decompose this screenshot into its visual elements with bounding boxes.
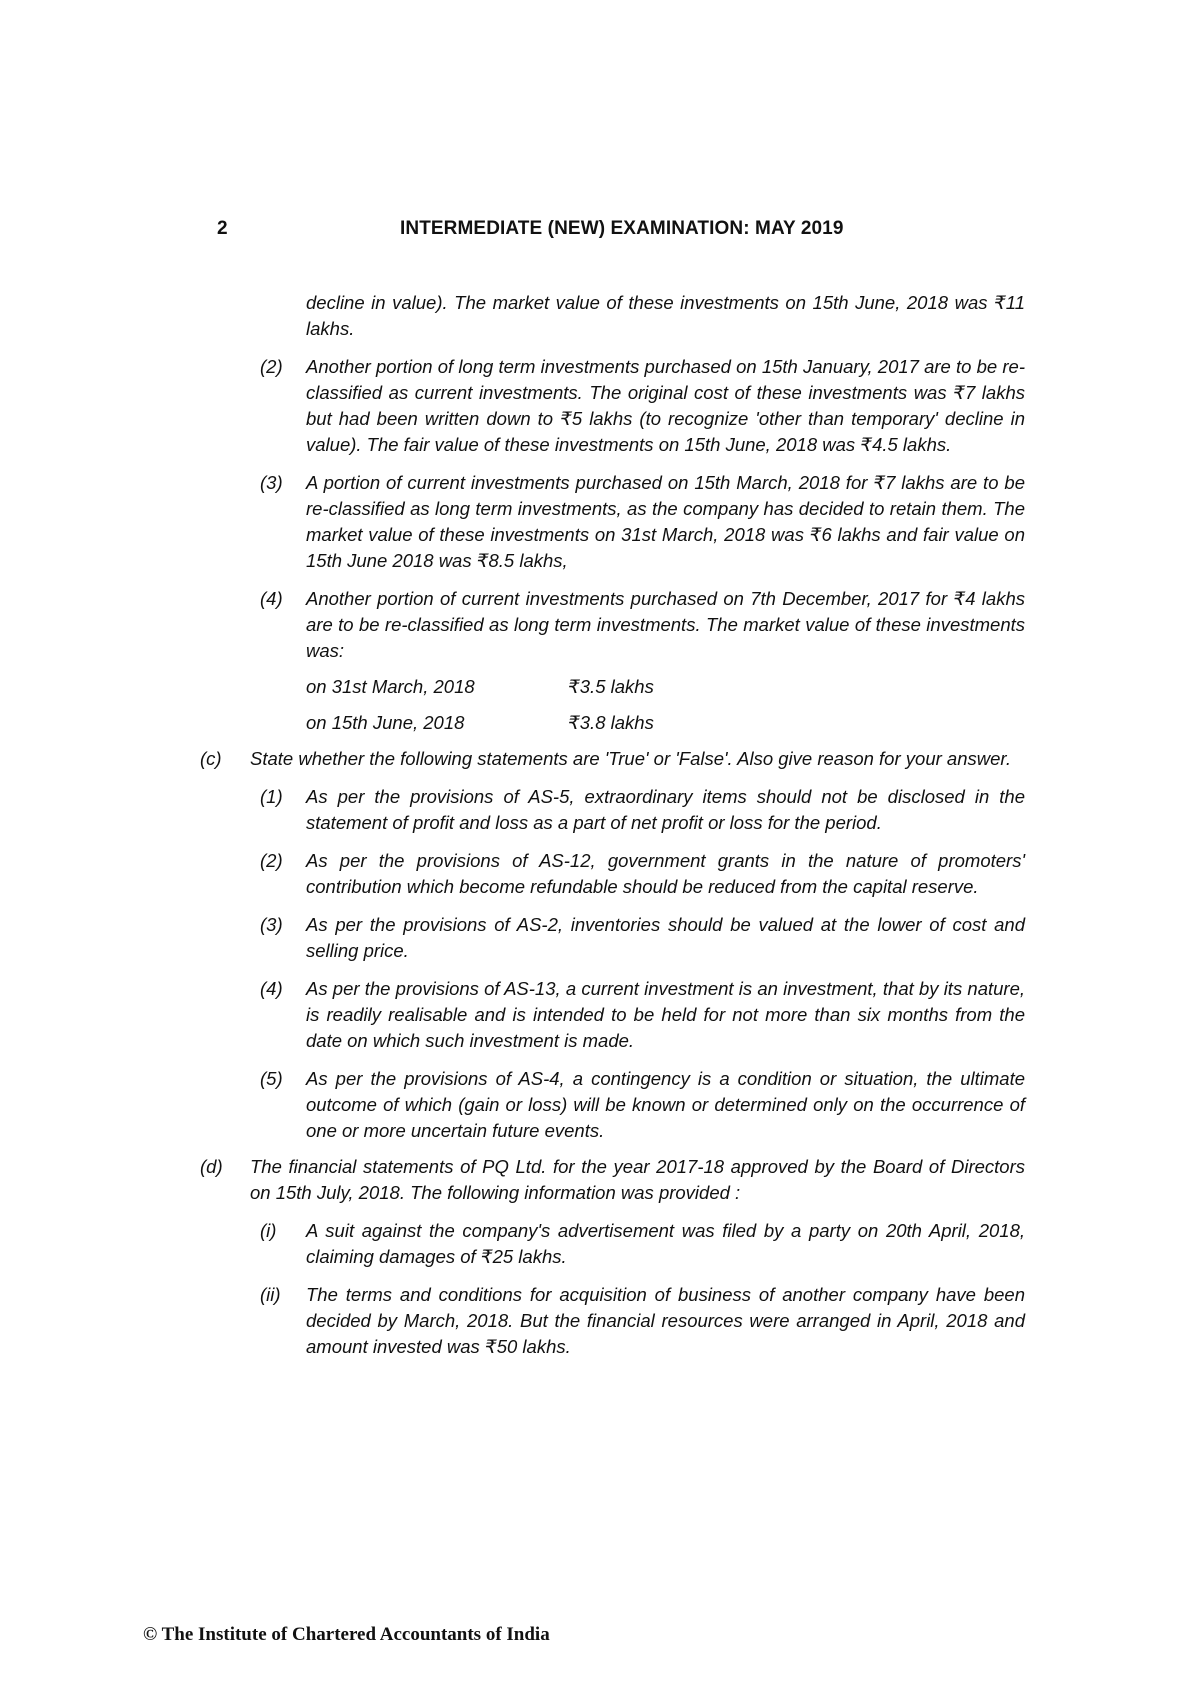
- list-item: [260, 848, 1025, 900]
- list-item: [260, 784, 1025, 836]
- item-number: (4): [260, 978, 283, 999]
- item-text: Another portion of long term investments purchased on 15th January, 2017 are to be re-classified as current investments. The original cost of these investments was ₹7 lakhs but had been written down to ₹5 lakhs (to recognize 'other than temporary' decline in value). The fair value of these investments on 15th June, 2018 was ₹4.5 lakhs.: [306, 356, 1025, 455]
- item-text: As per the provisions of AS-5, extraordinary items should not be disclosed in the statement of profit and loss as a part of net profit or loss for the period.: [306, 786, 1025, 833]
- market-value-amount: ₹3.5 lakhs: [568, 676, 654, 697]
- list-item: [260, 1066, 1025, 1144]
- item-number: (2): [260, 850, 283, 871]
- section-c: [200, 746, 1025, 772]
- section-label: (c): [200, 748, 222, 769]
- page-header-title: INTERMEDIATE (NEW) EXAMINATION: MAY 2019: [400, 218, 844, 239]
- item-text: The terms and conditions for acquisition of business of another company have been decided by March, 2018. But the financial resources were arranged in April, 2018 and amount invested was ₹50 lakhs.: [306, 1284, 1025, 1357]
- market-value-row: [306, 710, 1025, 736]
- item-number: (1): [260, 786, 283, 807]
- continuation-paragraph: [260, 290, 1025, 342]
- item-text: As per the provisions of AS-2, inventories should be valued at the lower of cost and selling price.: [306, 914, 1025, 961]
- list-item: [260, 1282, 1025, 1360]
- market-value-row: [306, 674, 1025, 700]
- item-number: (3): [260, 472, 283, 493]
- market-value-amount: ₹3.8 lakhs: [568, 712, 654, 733]
- item-text: A portion of current investments purchased on 15th March, 2018 for ₹7 lakhs are to be re-classified as long term investments, as the company has decided to retain them. The market value of these investments on 31st March, 2018 was ₹6 lakhs and fair value on 15th June 2018 was ₹8.5 lakhs,: [306, 472, 1025, 571]
- list-item: [260, 354, 1025, 458]
- section-label: (d): [200, 1156, 223, 1177]
- item-number: (3): [260, 914, 283, 935]
- list-item: [260, 470, 1025, 574]
- item-number: (ii): [260, 1284, 281, 1305]
- copyright-footer: © The Institute of Chartered Accountants of India: [143, 1624, 550, 1645]
- item-text: As per the provisions of AS-4, a contingency is a condition or situation, the ultimate outcome of which (gain or loss) will be known or determined only on the occurrence of one or more uncertain future events.: [306, 1068, 1025, 1141]
- section-text: State whether the following statements are 'True' or 'False'. Also give reason for your answer.: [250, 748, 1011, 769]
- section-text: The financial statements of PQ Ltd. for the year 2017-18 approved by the Board of Directors on 15th July, 2018. The following information was provided :: [250, 1156, 1025, 1203]
- section-d: [200, 1154, 1025, 1206]
- item-number: (2): [260, 356, 283, 377]
- page-number: 2: [217, 218, 228, 239]
- list-item: [260, 912, 1025, 964]
- paragraph-text: decline in value). The market value of these investments on 15th June, 2018 was ₹11 lakhs.: [306, 292, 1025, 339]
- list-item: [260, 1218, 1025, 1270]
- item-text: As per the provisions of AS-13, a current investment is an investment, that by its nature, is readily realisable and is intended to be held for not more than six months from the date on which such investment is made.: [306, 978, 1025, 1051]
- list-item: [260, 586, 1025, 664]
- market-value-date: on 31st March, 2018: [306, 676, 475, 697]
- item-text: A suit against the company's advertisement was filed by a party on 20th April, 2018, claiming damages of ₹25 lakhs.: [306, 1220, 1025, 1267]
- market-value-date: on 15th June, 2018: [306, 712, 465, 733]
- document-body: [200, 290, 1025, 1360]
- item-text: As per the provisions of AS-12, government grants in the nature of promoters' contribution which become refundable should be reduced from the capital reserve.: [306, 850, 1025, 897]
- list-item: [260, 976, 1025, 1054]
- item-number: (5): [260, 1068, 283, 1089]
- item-number: (i): [260, 1220, 277, 1241]
- item-text: Another portion of current investments purchased on 7th December, 2017 for ₹4 lakhs are to be re-classified as long term investments. The market value of these investments was:: [306, 588, 1025, 661]
- item-number: (4): [260, 588, 283, 609]
